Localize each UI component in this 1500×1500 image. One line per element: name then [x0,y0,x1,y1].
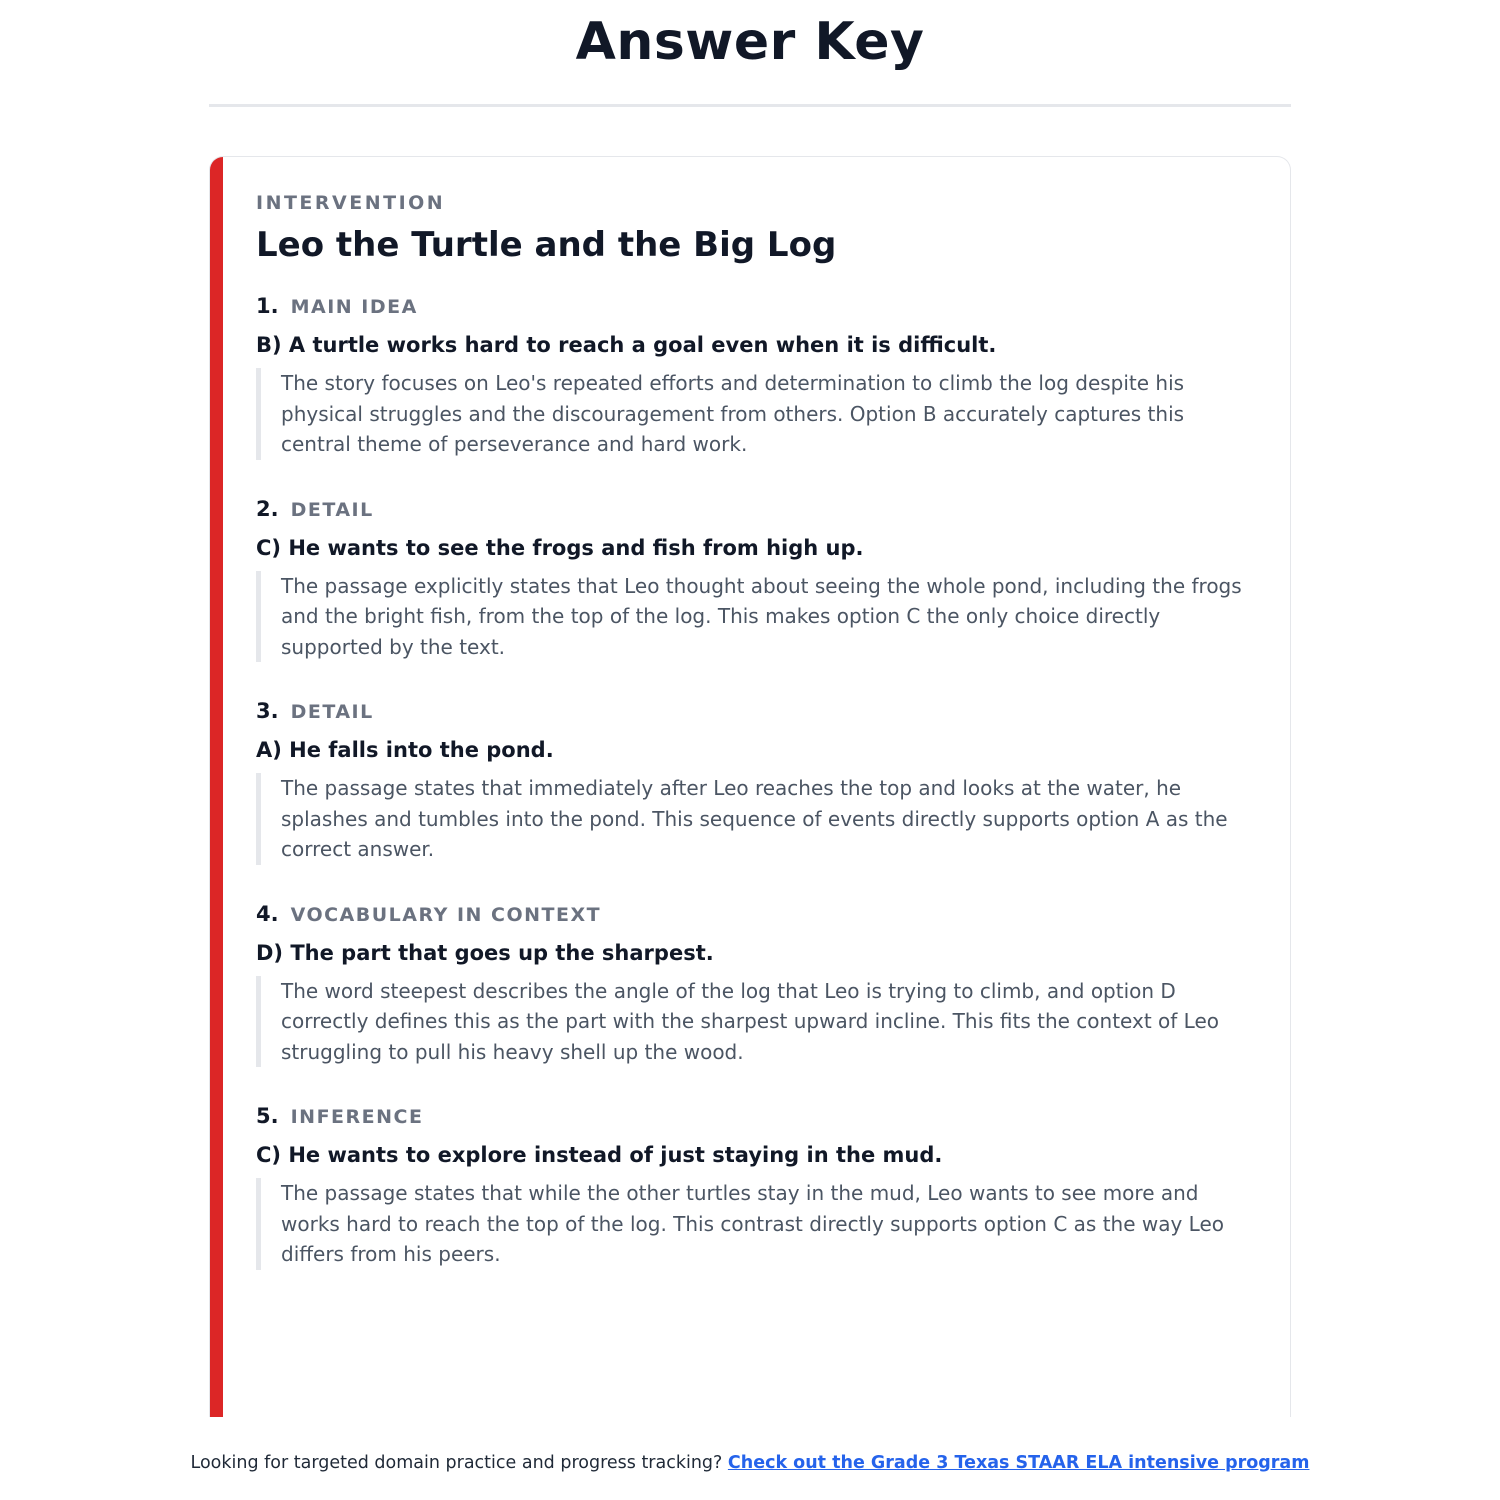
footer [0,1450,1500,1476]
question-category: DETAIL [290,701,374,723]
question-number: 2. [256,496,279,521]
story-title: Leo the Turtle and the Big Log [256,225,837,265]
question-item [256,1103,1246,1270]
title-divider [209,104,1291,107]
question-answer: A) He falls into the pond. [256,738,554,762]
question-header [256,1103,1246,1130]
question-answer: C) He wants to see the frogs and fish from high up. [256,535,864,560]
card-kicker: INTERVENTION [256,192,446,214]
question-explanation: The passage states that immediately after Leo reaches the top and looks at the water, he splashes and tumbles into the pond. This sequence of events directly supports option A as the correct answer. [256,773,1246,865]
program-link[interactable]: Check out the Grade 3 Texas STAAR ELA intensive program [727,1453,1310,1473]
question-category: DETAIL [290,498,374,521]
question-item [256,698,1246,865]
question-answer: D) The part that goes up the sharpest. [256,940,714,965]
page-title: Answer Key [575,12,925,72]
question-header [256,901,1246,928]
question-number: 4. [256,901,279,926]
footer-text: Looking for targeted domain practice and progress tracking? [190,1453,723,1473]
question-header [256,698,1246,725]
question-number: 5. [256,1104,279,1128]
card-accent-bar [210,157,223,1417]
question-item [256,293,1246,460]
question-category: VOCABULARY IN CONTEXT [290,903,602,926]
question-header [256,496,1246,523]
question-answer: B) A turtle works hard to reach a goal even when it is difficult. [256,333,997,357]
question-item [256,496,1246,663]
question-item [256,901,1246,1068]
question-category: INFERENCE [290,1106,424,1128]
question-header [256,293,1246,320]
answer-card [209,156,1291,1417]
question-answer: C) He wants to explore instead of just staying in the mud. [256,1143,943,1167]
question-number: 3. [256,699,279,723]
question-explanation: The passage states that while the other turtles stay in the mud, Leo wants to see more and works hard to reach the top of the log. This contrast directly supports option C as the way Leo differs from his peers. [256,1178,1246,1270]
question-explanation: The word steepest describes the angle of the log that Leo is trying to climb, and option D correctly defines this as the part with the sharpest upward incline. This fits the context of Leo struggling to pull his heavy shell up the wood. [256,976,1246,1068]
question-explanation: The story focuses on Leo's repeated efforts and determination to climb the log despite his physical struggles and the discouragement from others. Option B accurately captures this central theme of perseverance and hard work. [256,368,1246,460]
question-explanation: The passage explicitly states that Leo thought about seeing the whole pond, including the frogs and the bright fish, from the top of the log. This makes option C the only choice directly supported by the text. [256,571,1246,663]
question-number: 1. [256,294,279,318]
question-category: MAIN IDEA [290,296,418,318]
card-content [256,191,1246,1306]
